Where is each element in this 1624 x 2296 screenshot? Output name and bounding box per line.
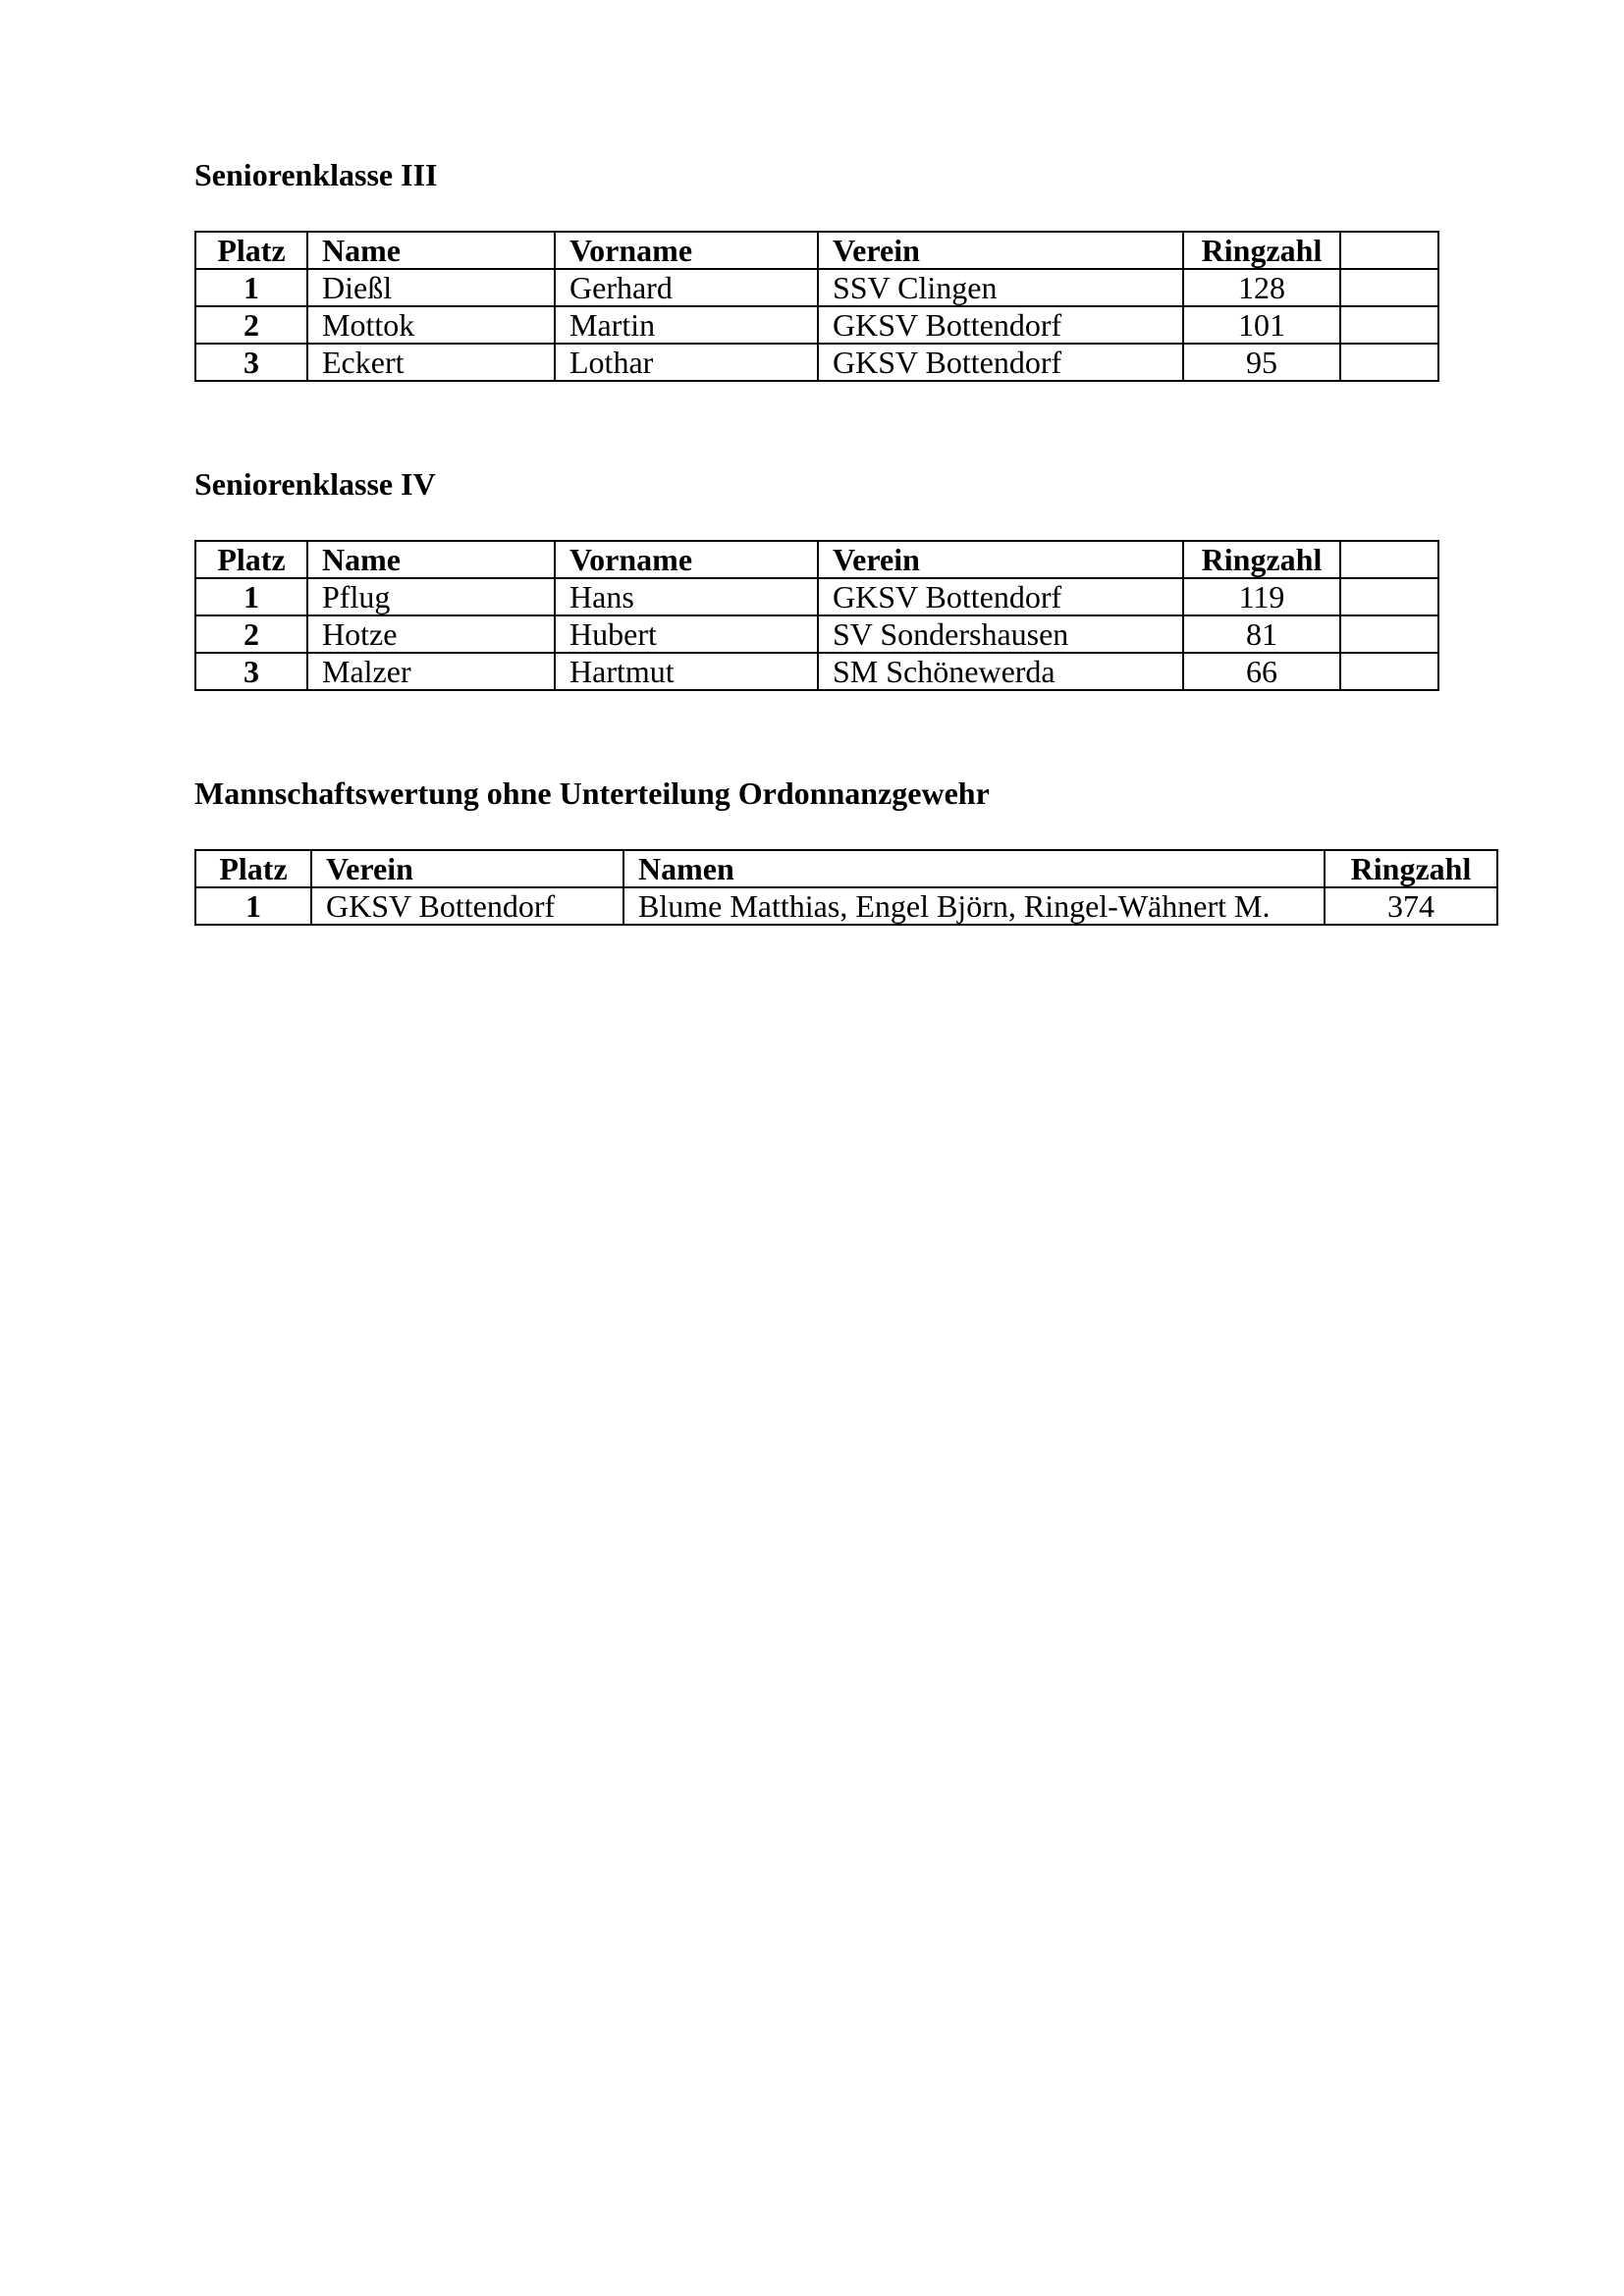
- section-title-mannschaftswertung: Mannschaftswertung ohne Unterteilung Ordonnanzgewehr: [194, 775, 990, 811]
- header-namen: Namen: [623, 850, 1325, 887]
- cell-verein: SSV Clingen: [818, 269, 1183, 306]
- cell-platz: 2: [195, 615, 307, 653]
- header-vorname: Vorname: [555, 541, 818, 578]
- cell-verein: GKSV Bottendorf: [818, 578, 1183, 615]
- cell-vorname: Gerhard: [555, 269, 818, 306]
- section-title-seniorenklasse-iii: Seniorenklasse III: [194, 157, 438, 192]
- cell-vorname: Hubert: [555, 615, 818, 653]
- cell-name: Dießl: [307, 269, 555, 306]
- header-vorname: Vorname: [555, 232, 818, 269]
- header-verein: Verein: [818, 541, 1183, 578]
- table-row: [195, 615, 1438, 653]
- results-table-seniorenklasse-iii: [194, 231, 1439, 382]
- header-empty: [1340, 232, 1438, 269]
- cell-ringzahl: 119: [1183, 578, 1340, 615]
- cell-name: Pflug: [307, 578, 555, 615]
- cell-empty: [1340, 578, 1438, 615]
- cell-ringzahl: 95: [1183, 344, 1340, 381]
- table-header-row: [195, 232, 1438, 269]
- cell-vorname: Hans: [555, 578, 818, 615]
- cell-verein: GKSV Bottendorf: [818, 344, 1183, 381]
- cell-vorname: Hartmut: [555, 653, 818, 690]
- header-verein: Verein: [818, 232, 1183, 269]
- cell-verein: GKSV Bottendorf: [818, 306, 1183, 344]
- header-ringzahl: Ringzahl: [1183, 232, 1340, 269]
- cell-platz: 3: [195, 344, 307, 381]
- cell-platz: 1: [195, 578, 307, 615]
- cell-ringzahl: 66: [1183, 653, 1340, 690]
- cell-ringzahl: 81: [1183, 615, 1340, 653]
- table-header-row: [195, 850, 1497, 887]
- table-row: [195, 578, 1438, 615]
- table-row: [195, 653, 1438, 690]
- header-name: Name: [307, 541, 555, 578]
- cell-empty: [1340, 344, 1438, 381]
- table-row: [195, 887, 1497, 925]
- results-table-mannschaftswertung: [194, 849, 1498, 926]
- header-platz: Platz: [195, 850, 311, 887]
- header-ringzahl: Ringzahl: [1183, 541, 1340, 578]
- table-row: [195, 344, 1438, 381]
- cell-ringzahl: 374: [1325, 887, 1497, 925]
- table-row: [195, 269, 1438, 306]
- cell-vorname: Lothar: [555, 344, 818, 381]
- cell-empty: [1340, 269, 1438, 306]
- cell-vorname: Martin: [555, 306, 818, 344]
- cell-ringzahl: 101: [1183, 306, 1340, 344]
- header-name: Name: [307, 232, 555, 269]
- cell-name: Hotze: [307, 615, 555, 653]
- cell-platz: 1: [195, 887, 311, 925]
- cell-name: Eckert: [307, 344, 555, 381]
- table-header-row: [195, 541, 1438, 578]
- cell-name: Mottok: [307, 306, 555, 344]
- cell-ringzahl: 128: [1183, 269, 1340, 306]
- cell-verein: SV Sondershausen: [818, 615, 1183, 653]
- cell-verein: GKSV Bottendorf: [311, 887, 623, 925]
- section-title-seniorenklasse-iv: Seniorenklasse IV: [194, 466, 436, 502]
- header-verein: Verein: [311, 850, 623, 887]
- cell-verein: SM Schönewerda: [818, 653, 1183, 690]
- header-platz: Platz: [195, 541, 307, 578]
- cell-empty: [1340, 306, 1438, 344]
- cell-platz: 2: [195, 306, 307, 344]
- cell-empty: [1340, 653, 1438, 690]
- table-row: [195, 306, 1438, 344]
- results-table-seniorenklasse-iv: [194, 540, 1439, 691]
- cell-namen: Blume Matthias, Engel Björn, Ringel-Wähnert M.: [623, 887, 1325, 925]
- cell-name: Malzer: [307, 653, 555, 690]
- header-platz: Platz: [195, 232, 307, 269]
- cell-platz: 3: [195, 653, 307, 690]
- cell-empty: [1340, 615, 1438, 653]
- header-ringzahl: Ringzahl: [1325, 850, 1497, 887]
- cell-platz: 1: [195, 269, 307, 306]
- header-empty: [1340, 541, 1438, 578]
